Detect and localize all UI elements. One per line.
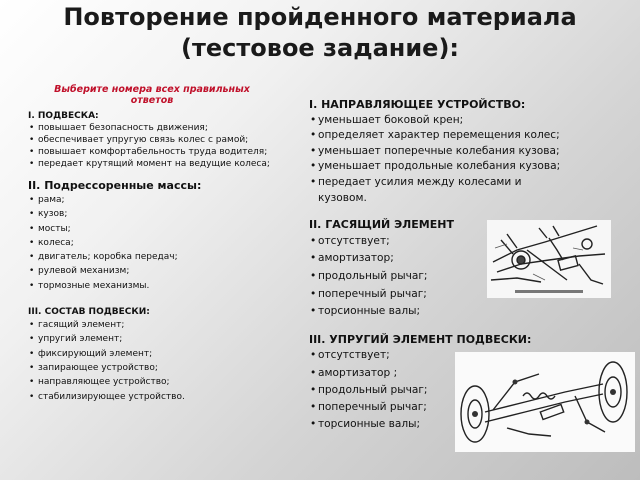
answer-list <box>28 193 283 293</box>
answer-option: • тормозные механизмы. <box>28 279 283 293</box>
answer-option: • фиксирующий элемент; <box>28 347 283 361</box>
question-heading: I. НАПРАВЛЯЮЩЕЕ УСТРОЙСТВО: <box>309 98 526 111</box>
question-heading: III. УПРУГИЙ ЭЛЕМЕНТ ПОДВЕСКИ: <box>309 332 532 346</box>
answer-option: • отсутствует; <box>309 347 634 364</box>
answer-option: • торсионные валы; <box>309 416 634 433</box>
answer-option: • кузов; <box>28 207 283 221</box>
answer-option: • торсионные валы; <box>309 303 634 321</box>
answer-option: • повышает комфортабельность труда водителя; <box>28 146 283 158</box>
left-column <box>28 110 283 404</box>
answer-list <box>309 113 634 207</box>
suspension-lever-diagram <box>487 220 611 298</box>
answer-option: • рулевой механизм; <box>28 264 283 278</box>
answer-option: • отсутствует; <box>309 233 634 251</box>
answer-option: • уменьшает поперечные колебания кузова; <box>309 144 634 160</box>
answer-list <box>28 318 283 404</box>
answer-option: • продольный рычаг; <box>309 382 634 399</box>
suspension-axle-diagram <box>455 352 635 452</box>
answer-option: • передает усилия между колесами и кузовом. <box>309 175 553 206</box>
question-heading: III. СОСТАВ ПОДВЕСКИ: <box>28 307 150 318</box>
question-suspension <box>28 110 283 170</box>
answer-option: • определяет характер перемещения колес; <box>309 128 634 144</box>
question-guiding-device <box>309 97 634 206</box>
answer-option: • запирающее устройство; <box>28 361 283 375</box>
answer-list <box>28 122 283 170</box>
answer-option: • мосты; <box>28 222 283 236</box>
answer-option: • амортизатор ; <box>309 365 634 382</box>
answer-option: • колеса; <box>28 236 283 250</box>
question-heading: II. ГАСЯЩИЙ ЭЛЕМЕНТ <box>309 218 454 232</box>
answer-option: • рама; <box>28 193 283 207</box>
answer-option: • обеспечивает упругую связь колес с рамой; <box>28 134 283 146</box>
question-sprung-masses <box>28 178 283 293</box>
answer-option: • уменьшает продольные колебания кузова; <box>309 159 634 175</box>
answer-option: • направляющее устройство; <box>28 375 283 389</box>
answer-option: • гасящий элемент; <box>28 318 283 332</box>
answer-option: • продольный рычаг; <box>309 268 634 286</box>
answer-option: • поперечный рычаг; <box>309 399 634 416</box>
question-heading: I. ПОДВЕСКА: <box>28 111 99 121</box>
slide-title: Повторение пройденного материала (тестовое задание): <box>63 3 577 62</box>
answer-option: • амортизатор; <box>309 250 634 268</box>
answer-option: • стабилизирующее устройство. <box>28 390 283 404</box>
answer-option: • упругий элемент; <box>28 332 283 346</box>
answer-option: • передает крутящий момент на ведущие колеса; <box>28 158 283 170</box>
answer-option: • уменьшает боковой крен; <box>309 113 634 129</box>
answer-option: • поперечный рычаг; <box>309 286 634 304</box>
answer-option: • повышает безопасность движения; <box>28 122 283 134</box>
question-suspension-composition <box>28 306 283 404</box>
answer-option: • двигатель; коробка передач; <box>28 250 283 264</box>
instruction-text: Выберите номера всех правильных ответов <box>54 84 250 106</box>
question-heading: II. Подрессоренные массы: <box>28 179 202 192</box>
